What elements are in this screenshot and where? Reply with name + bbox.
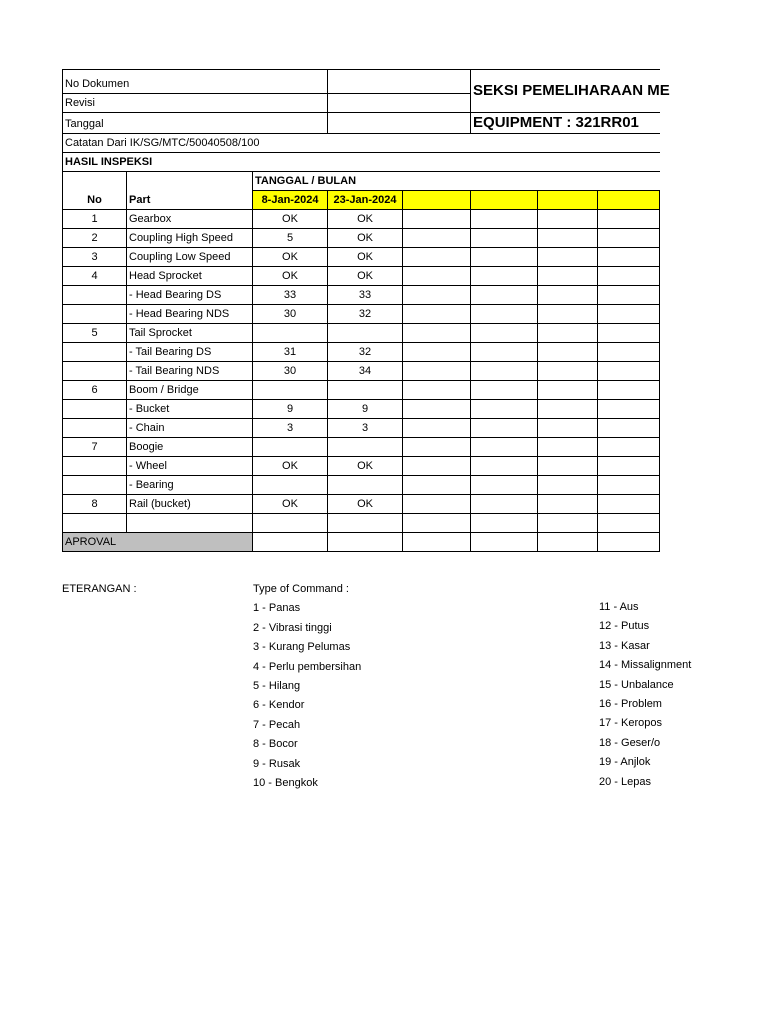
row-value-date-1[interactable]: OK — [253, 248, 328, 267]
date-column-5[interactable] — [538, 191, 598, 210]
command-item: 1 - Panas — [253, 602, 301, 615]
command-item: 6 - Kendor — [253, 699, 305, 712]
date-column-3[interactable] — [403, 191, 471, 210]
row-no — [63, 476, 127, 495]
command-item: 9 - Rusak — [253, 757, 301, 770]
keterangan-text: ETERANGAN : — [62, 583, 137, 595]
command-item: 8 - Bocor — [253, 738, 298, 751]
row-value-date-3[interactable] — [403, 362, 471, 381]
row-value-date-5[interactable] — [538, 381, 598, 400]
row-value-date-3[interactable] — [403, 476, 471, 495]
row-value-date-3[interactable] — [403, 305, 471, 324]
row-value-date-5[interactable] — [538, 514, 598, 533]
approval-signature-cell[interactable] — [538, 533, 598, 552]
revisi-label: Revisi — [63, 94, 328, 113]
table-row — [63, 267, 660, 286]
revisi-value[interactable] — [328, 94, 471, 113]
row-no: 2 — [63, 229, 127, 248]
table-row — [63, 248, 660, 267]
row-no — [63, 400, 127, 419]
row-value-date-1[interactable]: 5 — [253, 229, 328, 248]
row-no — [63, 457, 127, 476]
command-item: 19 - Anjlok — [599, 756, 651, 769]
row-value-date-1[interactable] — [253, 324, 328, 343]
approval-signature-cell[interactable] — [403, 533, 471, 552]
row-no: 8 — [63, 495, 127, 514]
row-value-date-6[interactable] — [598, 457, 660, 476]
row-value-date-5[interactable] — [538, 457, 598, 476]
row-value-date-6[interactable] — [598, 514, 660, 533]
row-part: Boom / Bridge — [127, 381, 253, 400]
row-value-date-5[interactable] — [538, 362, 598, 381]
row-value-date-5[interactable] — [538, 286, 598, 305]
row-value-date-2[interactable] — [328, 438, 403, 457]
row-value-date-2[interactable]: OK — [328, 495, 403, 514]
row-value-date-4[interactable] — [471, 457, 538, 476]
row-value-date-2[interactable] — [328, 476, 403, 495]
row-value-date-2[interactable] — [328, 514, 403, 533]
row-value-date-5[interactable] — [538, 210, 598, 229]
approval-label: APROVAL — [63, 533, 253, 552]
row-value-date-4[interactable] — [471, 438, 538, 457]
inspection-sheet — [62, 69, 670, 560]
section-title: SEKSI PEMELIHARAAN ME — [471, 70, 660, 113]
row-value-date-2[interactable] — [328, 324, 403, 343]
command-list-left — [253, 580, 361, 793]
row-part: - Tail Bearing DS — [127, 343, 253, 362]
table-row — [63, 229, 660, 248]
row-value-date-4[interactable] — [471, 267, 538, 286]
row-part — [127, 514, 253, 533]
table-row — [63, 210, 660, 229]
row-value-date-4[interactable] — [471, 400, 538, 419]
tanggal-label: Tanggal — [63, 113, 328, 134]
row-value-date-3[interactable] — [403, 438, 471, 457]
row-part: Boogie — [127, 438, 253, 457]
tanggal-value[interactable] — [328, 113, 471, 134]
row-no — [63, 419, 127, 438]
row-value-date-6[interactable] — [598, 495, 660, 514]
row-part: - Wheel — [127, 457, 253, 476]
row-value-date-5[interactable] — [538, 305, 598, 324]
row-value-date-3[interactable] — [403, 267, 471, 286]
row-value-date-5[interactable] — [538, 419, 598, 438]
row-value-date-2[interactable]: 32 — [328, 343, 403, 362]
row-value-date-4[interactable] — [471, 362, 538, 381]
row-value-date-3[interactable] — [403, 248, 471, 267]
row-value-date-4[interactable] — [471, 343, 538, 362]
date-column-6[interactable] — [598, 191, 660, 210]
command-item: 4 - Perlu pembersihan — [253, 660, 362, 673]
row-value-date-1[interactable]: 3 — [253, 419, 328, 438]
row-part: - Bearing — [127, 476, 253, 495]
row-value-date-4[interactable] — [471, 476, 538, 495]
row-no — [63, 362, 127, 381]
table-row — [63, 400, 660, 419]
row-no: 3 — [63, 248, 127, 267]
row-no — [63, 343, 127, 362]
row-value-date-1[interactable]: 9 — [253, 400, 328, 419]
row-value-date-6[interactable] — [598, 229, 660, 248]
row-value-date-6[interactable] — [598, 400, 660, 419]
approval-signature-cell[interactable] — [253, 533, 328, 552]
row-value-date-1[interactable]: 30 — [253, 305, 328, 324]
row-value-date-1[interactable]: OK — [253, 457, 328, 476]
row-value-date-2[interactable]: 3 — [328, 419, 403, 438]
row-value-date-6[interactable] — [598, 381, 660, 400]
row-value-date-2[interactable]: 32 — [328, 305, 403, 324]
row-value-date-6[interactable] — [598, 362, 660, 381]
row-value-date-4[interactable] — [471, 514, 538, 533]
table-row — [63, 286, 660, 305]
row-value-date-3[interactable] — [403, 210, 471, 229]
command-item: 17 - Keropos — [599, 717, 662, 730]
tanggal-bulan-header: TANGGAL / BULAN — [253, 172, 660, 191]
row-value-date-1[interactable]: OK — [253, 495, 328, 514]
row-no: 4 — [63, 267, 127, 286]
col-no-header: No — [63, 172, 127, 210]
row-value-date-5[interactable] — [538, 476, 598, 495]
row-part: Coupling High Speed — [127, 229, 253, 248]
table-row — [63, 514, 660, 533]
row-part: Tail Sprocket — [127, 324, 253, 343]
command-item: 12 - Putus — [599, 620, 650, 633]
equipment-title: EQUIPMENT : 321RR01 — [471, 113, 660, 134]
catatan-line: Catatan Dari IK/SG/MTC/50040508/100 — [63, 134, 660, 153]
table-row — [63, 381, 660, 400]
type-of-command-title: Type of Command : — [253, 583, 349, 595]
row-part: - Head Bearing DS — [127, 286, 253, 305]
no-dokumen-value[interactable] — [328, 70, 471, 94]
table-row — [63, 419, 660, 438]
row-value-date-6[interactable] — [598, 324, 660, 343]
col-part-header: Part — [127, 172, 253, 210]
row-value-date-5[interactable] — [538, 229, 598, 248]
command-list-right — [599, 598, 692, 792]
row-part: Gearbox — [127, 210, 253, 229]
row-value-date-5[interactable] — [538, 267, 598, 286]
row-value-date-5[interactable] — [538, 324, 598, 343]
row-value-date-4[interactable] — [471, 419, 538, 438]
row-value-date-4[interactable] — [471, 305, 538, 324]
row-value-date-3[interactable] — [403, 400, 471, 419]
row-value-date-2[interactable]: 34 — [328, 362, 403, 381]
command-item: 2 - Vibrasi tinggi — [253, 621, 332, 634]
row-value-date-4[interactable] — [471, 381, 538, 400]
row-value-date-5[interactable] — [538, 343, 598, 362]
row-value-date-4[interactable] — [471, 229, 538, 248]
approval-signature-cell[interactable] — [598, 533, 660, 552]
row-part: Rail (bucket) — [127, 495, 253, 514]
row-value-date-1[interactable]: 31 — [253, 343, 328, 362]
command-item: 5 - Hilang — [253, 679, 301, 692]
row-value-date-1[interactable] — [253, 514, 328, 533]
row-value-date-3[interactable] — [403, 286, 471, 305]
row-value-date-1[interactable]: 30 — [253, 362, 328, 381]
row-value-date-6[interactable] — [598, 248, 660, 267]
command-item: 20 - Lepas — [599, 775, 651, 788]
table-row — [63, 362, 660, 381]
approval-row — [63, 533, 660, 552]
table-row — [63, 457, 660, 476]
date-column-4[interactable] — [471, 191, 538, 210]
table-row — [63, 476, 660, 495]
row-value-date-5[interactable] — [538, 248, 598, 267]
approval-signature-cell[interactable] — [471, 533, 538, 552]
row-value-date-2[interactable]: OK — [328, 210, 403, 229]
row-value-date-3[interactable] — [403, 229, 471, 248]
row-no — [63, 286, 127, 305]
row-no — [63, 514, 127, 533]
row-value-date-5[interactable] — [538, 400, 598, 419]
row-value-date-3[interactable] — [403, 495, 471, 514]
row-value-date-2[interactable]: 9 — [328, 400, 403, 419]
command-item: 18 - Geser/o — [599, 736, 661, 749]
row-value-date-4[interactable] — [471, 286, 538, 305]
table-row — [63, 495, 660, 514]
row-value-date-6[interactable] — [598, 343, 660, 362]
table-row — [63, 305, 660, 324]
row-value-date-2[interactable]: OK — [328, 248, 403, 267]
command-item: 11 - Aus — [599, 601, 639, 613]
command-item: 10 - Bengkok — [253, 776, 318, 789]
row-no — [63, 305, 127, 324]
row-value-date-6[interactable] — [598, 419, 660, 438]
command-item: 7 - Pecah — [253, 718, 301, 731]
row-value-date-3[interactable] — [403, 324, 471, 343]
row-value-date-6[interactable] — [598, 305, 660, 324]
row-part: - Tail Bearing NDS — [127, 362, 253, 381]
command-item: 13 - Kasar — [599, 639, 650, 652]
row-value-date-1[interactable] — [253, 438, 328, 457]
approval-signature-cell[interactable] — [328, 533, 403, 552]
no-dokumen-label: No Dokumen — [63, 70, 328, 94]
row-no: 5 — [63, 324, 127, 343]
row-no: 1 — [63, 210, 127, 229]
row-part: - Bucket — [127, 400, 253, 419]
row-value-date-3[interactable] — [403, 419, 471, 438]
row-value-date-6[interactable] — [598, 286, 660, 305]
row-value-date-5[interactable] — [538, 438, 598, 457]
row-part: - Head Bearing NDS — [127, 305, 253, 324]
row-value-date-4[interactable] — [471, 324, 538, 343]
row-value-date-4[interactable] — [471, 248, 538, 267]
table-row — [63, 438, 660, 457]
row-value-date-3[interactable] — [403, 343, 471, 362]
date-column-2: 23-Jan-2024 — [328, 191, 403, 210]
table-row — [63, 324, 660, 343]
row-value-date-2[interactable]: OK — [328, 229, 403, 248]
command-item: 3 - Kurang Pelumas — [253, 641, 351, 654]
row-value-date-1[interactable]: OK — [253, 267, 328, 286]
row-part: Coupling Low Speed — [127, 248, 253, 267]
row-value-date-4[interactable] — [471, 495, 538, 514]
row-part: - Chain — [127, 419, 253, 438]
row-value-date-1[interactable]: 33 — [253, 286, 328, 305]
row-value-date-2[interactable] — [328, 381, 403, 400]
row-value-date-3[interactable] — [403, 514, 471, 533]
row-part: Head Sprocket — [127, 267, 253, 286]
row-value-date-6[interactable] — [598, 476, 660, 495]
row-value-date-2[interactable]: OK — [328, 457, 403, 476]
row-value-date-3[interactable] — [403, 381, 471, 400]
row-value-date-6[interactable] — [598, 267, 660, 286]
command-item: 15 - Unbalance — [599, 678, 674, 691]
row-value-date-6[interactable] — [598, 210, 660, 229]
row-value-date-1[interactable] — [253, 381, 328, 400]
keterangan-label — [62, 580, 137, 599]
row-value-date-2[interactable]: OK — [328, 267, 403, 286]
row-value-date-1[interactable]: OK — [253, 210, 328, 229]
row-value-date-5[interactable] — [538, 495, 598, 514]
row-value-date-2[interactable]: 33 — [328, 286, 403, 305]
command-item: 14 - Missalignment — [599, 659, 692, 672]
command-item: 16 - Problem — [599, 697, 662, 710]
inspection-table — [62, 69, 670, 552]
hasil-inspeksi-heading: HASIL INSPEKSI — [63, 153, 660, 172]
row-value-date-1[interactable] — [253, 476, 328, 495]
row-value-date-4[interactable] — [471, 210, 538, 229]
row-no: 6 — [63, 381, 127, 400]
table-row — [63, 343, 660, 362]
row-value-date-3[interactable] — [403, 457, 471, 476]
row-no: 7 — [63, 438, 127, 457]
row-value-date-6[interactable] — [598, 438, 660, 457]
date-column-1: 8-Jan-2024 — [253, 191, 328, 210]
